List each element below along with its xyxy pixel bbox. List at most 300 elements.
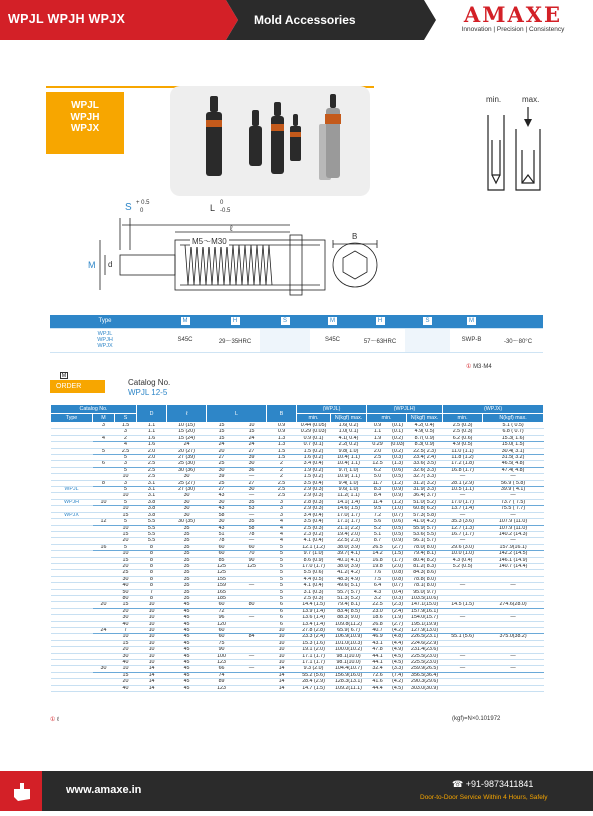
table-cell: 6.8 ( 0.7) (483, 429, 544, 435)
table-cell: 14 (267, 666, 297, 672)
table-cell: (1.7) (389, 557, 407, 563)
table-cell: 14.4 (1.5) (297, 602, 331, 608)
table-cell: 10 (115, 493, 137, 499)
table-cell: 5 (267, 551, 297, 557)
table-cell: 15 (115, 512, 137, 518)
table-cell: — (483, 653, 544, 659)
spec-type-wpjx: WPJX (97, 343, 113, 349)
table-cell: 125 (207, 570, 237, 576)
table-cell: 79.4( 8.1) (331, 602, 367, 608)
table-cell: 15 (24) (167, 435, 207, 441)
table-cell: (0.8) (389, 576, 407, 582)
spec-material-1: S45C (160, 328, 210, 352)
table-cell: 9.7( 1.0) (331, 467, 367, 473)
table-cell: 25 (30) (167, 461, 207, 467)
table-cell: 5 (115, 519, 137, 525)
table-cell: 30 (93, 666, 115, 672)
service-note: Door-to-Door Service Within 4 Hours, Safely (420, 794, 548, 801)
table-cell: 11.4 (367, 499, 389, 505)
table-cell: 41.0( 4.2) (407, 519, 443, 525)
table-cell: 98.1(10.0) (331, 653, 367, 659)
table-cell: 6 (93, 461, 115, 467)
table-cell: 259.9(26.5) (407, 666, 443, 672)
material-spec-table (50, 315, 543, 353)
table-cell: 30 (237, 487, 267, 493)
table-cell: 17.0 (1.7) (297, 563, 331, 569)
table-cell: 24 (237, 435, 267, 441)
table-cell: 12.1 (1.2) (297, 544, 331, 550)
table-cell: — (483, 512, 544, 518)
table-cell: 9.3 (2.0) (297, 666, 331, 672)
spec-hardness-2: 57～63HRC (355, 328, 405, 352)
table-cell: 35 (167, 557, 207, 563)
table-cell: 6.2 (0.6) (443, 435, 483, 441)
table-cell: 40 (115, 621, 137, 627)
plunger-drawing (60, 200, 390, 305)
table-cell: (7.4) (389, 672, 407, 678)
table-cell: 51.3( 5.2) (331, 595, 367, 601)
table-cell: — (483, 666, 544, 672)
b-dimension: B (352, 232, 358, 241)
hand-pointer-icon (0, 771, 42, 811)
table-cell: 109.2(11.1) (331, 685, 367, 691)
table-cell: 72 (207, 608, 237, 614)
table-cell: (0.3) (389, 455, 407, 461)
table-cell: 5.6 (367, 519, 389, 525)
table-cell: 53.6( 5.5) (407, 531, 443, 537)
table-cell: 11.2( 1.1) (331, 493, 367, 499)
table-cell: 84 (237, 634, 267, 640)
table-cell: 4.1( 0.4) (331, 435, 367, 441)
table-cell: 51.0( 5.2) (407, 499, 443, 505)
table-cell: 30.4( 3.1) (483, 448, 544, 454)
table-cell: 157.9(16.1) (483, 544, 544, 550)
table-cell: 17.0 (1.7) (443, 499, 483, 505)
table-cell: 45 (167, 608, 207, 614)
table-cell: — (237, 583, 267, 589)
table-cell: 10.4( 1.1) (331, 455, 367, 461)
spec-s-icon: S (281, 317, 290, 325)
table-cell: 39 (207, 474, 237, 480)
table-cell: 89 (207, 679, 237, 685)
website-link[interactable]: www.amaxe.in (66, 784, 142, 796)
table-cell: — (237, 538, 267, 544)
table-cell: 10 (93, 499, 115, 505)
table-cell: 375.0(38.2) (483, 634, 544, 640)
table-cell: 2.9 (0.3) (297, 493, 331, 499)
table-cell: 5 (115, 467, 137, 473)
table-cell: 2.5 (367, 455, 389, 461)
table-cell: 35 (167, 589, 207, 595)
brand-logo[interactable] (438, 2, 588, 33)
table-cell: 5.5 (137, 519, 167, 525)
table-cell: 2.5 (267, 480, 297, 486)
dimension-table (50, 404, 544, 692)
table-cell: 60.8( 6.2) (407, 506, 443, 512)
footnote-ell: ℓ (57, 717, 60, 723)
table-cell: 1.5 (267, 448, 297, 454)
footnote-mark: ① (50, 717, 56, 723)
table-cell: 165 (207, 589, 237, 595)
table-cell: 8.4 (367, 493, 389, 499)
table-cell: 6 (267, 615, 297, 621)
table-cell: 146.1 (14.9) (483, 557, 544, 563)
table-cell: 3 (93, 423, 115, 429)
s-dimension: S (125, 202, 132, 213)
table-cell: 3.1 (137, 493, 167, 499)
table-cell: 35 (167, 595, 207, 601)
table-cell: 3.2 (367, 595, 389, 601)
table-cell: 45 (167, 628, 207, 634)
spec-m-icon: M (182, 318, 188, 325)
table-cell: 8 (93, 480, 115, 486)
table-cell: 154.0(15.7) (407, 615, 443, 621)
type-cell: WPJX (51, 512, 93, 518)
table-cell: 30 (36) (167, 467, 207, 473)
table-cell: 8.3 (367, 487, 389, 493)
table-cell: 3 (267, 499, 297, 505)
table-cell: 4.9( 0.5) (407, 429, 443, 435)
table-cell: 36 (237, 467, 267, 473)
table-cell: 31.2( 3.2) (407, 480, 443, 486)
table-cell: 3 (115, 480, 137, 486)
table-cell: 35 (237, 519, 267, 525)
s-tolerance-zero: 0 (140, 208, 144, 214)
table-cell: — (237, 512, 267, 518)
table-cell: 10 (115, 551, 137, 557)
table-cell: 10 (267, 647, 297, 653)
table-cell: 10 (137, 660, 167, 666)
brand-name: AMAXE (463, 2, 563, 27)
table-cell: (0.8) (389, 570, 407, 576)
table-cell: 8 (137, 576, 167, 582)
table-cell: 3.1 (137, 487, 167, 493)
phone-text: +91-9873411841 (465, 779, 534, 789)
spec-h-icon: H (231, 317, 240, 325)
table-cell: 35 (237, 499, 267, 505)
wpjx-max-header: N(kgf) max. (483, 414, 544, 423)
table-cell: 5.5 (0.6) (297, 570, 331, 576)
table-cell: 140.2 (14.3) (483, 531, 544, 537)
ell-dimension: ℓ (230, 224, 233, 233)
table-cell: 3.1 (0.3) (297, 589, 331, 595)
table-cell: 66 (207, 666, 237, 672)
table-cell: 44.1 (367, 660, 389, 666)
table-cell: 157.9(16.1) (407, 608, 443, 614)
table-cell: 30 (237, 461, 267, 467)
table-cell: — (443, 666, 483, 672)
table-cell: 1.6( 0.2) (331, 423, 367, 429)
table-cell: 10.5 (1.1) (443, 487, 483, 493)
spec-m3-icon: M (469, 318, 474, 325)
table-cell: 10 (137, 634, 167, 640)
table-cell: 3 (267, 512, 297, 518)
table-cell: 27 (30) (167, 487, 207, 493)
wpjx-header: (WPJX) (443, 405, 544, 414)
m-dimension: M (88, 260, 96, 270)
table-cell: (4.8) (389, 634, 407, 640)
table-cell: 25 (207, 461, 237, 467)
d-dimension: d (108, 260, 113, 269)
table-cell: 6 (267, 602, 297, 608)
type-tab (46, 92, 124, 154)
table-cell: 14.1( 1.4) (331, 499, 367, 505)
table-cell: 5.2 (367, 525, 389, 531)
table-cell: 0.9 (0.1) (297, 435, 331, 441)
table-cell: 40 (115, 685, 137, 691)
table-cell: 33.6( 3.5) (407, 461, 443, 467)
table-cell: 2 (267, 467, 297, 473)
table-cell: 16.8 (367, 557, 389, 563)
table-cell: 65.9( 6.7) (331, 628, 367, 634)
table-cell: 55.2 (5.6) (297, 672, 331, 678)
table-cell: 15 (115, 602, 137, 608)
spec-m2-icon: M (330, 318, 335, 325)
table-cell: 4 (267, 519, 297, 525)
table-cell: 75 (207, 640, 237, 646)
table-cell: (0.2) (389, 435, 407, 441)
table-cell: 45 (167, 653, 207, 659)
table-cell: — (237, 474, 267, 480)
table-cell: 46.5( 4.8) (483, 461, 544, 467)
max-label: max. (522, 95, 540, 104)
table-cell: 3 (267, 506, 297, 512)
category-title: Mold Accessories (254, 13, 356, 27)
table-cell: (0.5) (389, 531, 407, 537)
phone-number[interactable] (452, 779, 533, 790)
table-cell: (0.7) (389, 512, 407, 518)
table-cell: 9.4( 1.0) (331, 480, 367, 486)
table-cell: 5 (267, 595, 297, 601)
table-cell: 10 (115, 506, 137, 512)
table-cell: 30 (207, 467, 237, 473)
table-cell: 60 (207, 628, 237, 634)
product-photo (170, 86, 370, 196)
table-cell: (1.0) (389, 506, 407, 512)
table-cell: 58 (237, 525, 267, 531)
table-cell: (1.5) (389, 551, 407, 557)
table-cell: 48.3( 4.9) (331, 576, 367, 582)
table-cell: 1.9 (0.2) (297, 467, 331, 473)
table-cell: 0.9 (267, 429, 297, 435)
table-cell: 53 (237, 506, 267, 512)
table-cell: — (483, 615, 544, 621)
table-cell: 3 (115, 429, 137, 435)
table-cell: 27.8 (2.8) (297, 628, 331, 634)
table-cell: 35 (167, 538, 207, 544)
table-cell: 27 (207, 455, 237, 461)
table-cell: — (443, 512, 483, 518)
table-cell: 25 (207, 480, 237, 486)
table-cell: 10 (115, 474, 137, 480)
table-cell: 20 (207, 448, 237, 454)
type-header: Type (51, 414, 93, 423)
table-cell: 19.1 (2.0) (297, 647, 331, 653)
table-cell: 16.7 (1.7) (443, 531, 483, 537)
order-mark: M (61, 373, 67, 379)
table-cell: 4.3 (367, 589, 389, 595)
table-cell: 17.1 (1.7) (297, 660, 331, 666)
table-cell: 185 (207, 595, 237, 601)
table-cell: 3.8 (137, 512, 167, 518)
table-cell: 22.5 (367, 602, 389, 608)
table-cell: 100.0(10.2) (331, 647, 367, 653)
table-cell: 5 (115, 544, 137, 550)
table-cell: 38.0( 3.9) (331, 563, 367, 569)
table-cell: 19.8 (367, 563, 389, 569)
table-cell: 2.3 (0.2) (297, 531, 331, 537)
table-cell: 10 (137, 608, 167, 614)
table-cell: 8 (137, 583, 167, 589)
table-cell: 8 (137, 570, 167, 576)
table-cell: 4 (93, 435, 115, 441)
s-tolerance-plus: + 0.5 (136, 200, 150, 206)
table-cell: 27 (237, 448, 267, 454)
table-cell: 10 (137, 647, 167, 653)
table-cell: 5 (267, 563, 297, 569)
table-cell: 17.1( 1.7) (331, 519, 367, 525)
wpjl-min-header: min. (297, 414, 331, 423)
table-cell: 30 (167, 493, 207, 499)
table-cell: 28.4 (2.9) (297, 679, 331, 685)
table-cell: 2.5 (267, 493, 297, 499)
table-cell: 2.5 (137, 467, 167, 473)
table-cell: 2.5 (115, 448, 137, 454)
table-cell: (2.4) (389, 608, 407, 614)
table-cell: 10.9( 1.1) (331, 474, 367, 480)
table-cell: 0.9 (367, 423, 389, 429)
table-cell: 26.8 (367, 621, 389, 627)
table-cell: 17.0( 1.7) (331, 512, 367, 518)
table-cell: 38.0( 3.9) (331, 544, 367, 550)
table-cell: 2 (267, 474, 297, 480)
table-cell: 90 (207, 647, 237, 653)
table-cell: 123 (207, 660, 237, 666)
table-cell: 30 (167, 512, 207, 518)
table-cell: (1.9) (389, 615, 407, 621)
table-cell: 15 (237, 429, 267, 435)
table-cell: 35 (167, 551, 207, 557)
table-cell: 29.6 (3.0) (443, 544, 483, 550)
table-cell: 5.5 (137, 538, 167, 544)
table-cell: (4.5) (389, 660, 407, 666)
table-cell: 24 (93, 628, 115, 634)
table-cell: 1.1 (367, 429, 389, 435)
table-cell: 14 (137, 672, 167, 678)
table-cell: 2.5 (267, 487, 297, 493)
table-cell: (2.7) (389, 621, 407, 627)
table-cell: 40.1( 4.1) (331, 557, 367, 563)
table-cell: 95.0( 9.7) (407, 589, 443, 595)
table-cell: 7.6 (367, 570, 389, 576)
table-cell: 10 (137, 602, 167, 608)
table-cell: 56.1( 5.7) (407, 538, 443, 544)
table-cell: 14 (267, 679, 297, 685)
table-cell: 26.5 (367, 544, 389, 550)
table-cell: 1.6 (0.2) (297, 455, 331, 461)
table-cell: 10 (137, 640, 167, 646)
table-cell: 24 (167, 442, 207, 448)
table-cell: 20 (93, 602, 115, 608)
table-cell: 43.1 (367, 640, 389, 646)
table-cell: 30 (115, 653, 137, 659)
table-cell: 45 (167, 660, 207, 666)
table-cell: 3.4 (0.4) (297, 461, 331, 467)
table-cell: — (483, 493, 544, 499)
table-cell: (0.1) (389, 423, 407, 429)
l-dimension: L (210, 203, 216, 213)
table-cell: 16.8 (1.7) (443, 467, 483, 473)
table-cell: 10 (115, 525, 137, 531)
spec-material-2: S45C (310, 328, 355, 352)
table-cell: 24 (207, 442, 237, 448)
spec-spring-material: SWP-B (450, 328, 493, 352)
table-cell: (0.2) (389, 448, 407, 454)
d-header: D (137, 405, 167, 423)
table-cell: 156.9(16.0) (331, 672, 367, 678)
spec-type-cell (50, 328, 160, 352)
table-cell: 15.0( 1.5) (483, 442, 544, 448)
table-cell: 15 (115, 640, 137, 646)
table-cell: 10.0 (1.0) (443, 551, 483, 557)
table-cell: — (237, 493, 267, 499)
table-cell: 10 (137, 628, 167, 634)
table-cell: 78.8( 8.0) (407, 576, 443, 582)
table-cell: 20 (115, 647, 137, 653)
table-cell: 10 (137, 615, 167, 621)
table-cell: 14.6( 1.5) (331, 506, 367, 512)
table-cell: 27 (237, 480, 267, 486)
table-cell: 13.9 (1.4) (297, 608, 331, 614)
table-cell: 7.2 (367, 512, 389, 518)
table-cell: (4.5) (389, 685, 407, 691)
table-cell: 15 (207, 435, 237, 441)
spec-h2-icon: H (376, 317, 385, 325)
table-cell: 1.5 (0.2) (297, 474, 331, 480)
spec-s2-icon: S (423, 317, 432, 325)
plunger-photo-illustration (170, 86, 370, 196)
table-cell: 6 (267, 621, 297, 627)
table-cell: — (443, 615, 483, 621)
unit-conversion: (kgf)=N×0.101972 (452, 716, 501, 722)
table-cell: 80 (115, 595, 137, 601)
table-cell: 60 (207, 551, 237, 557)
table-cell: 8.7( 0.9) (407, 435, 443, 441)
table-cell: 30 (115, 615, 137, 621)
table-cell: — (237, 615, 267, 621)
table-cell: 1.0( 0.1) (331, 429, 367, 435)
brand-tagline: Innovation | Precision | Consistency (461, 26, 565, 33)
table-cell: (4.9) (389, 647, 407, 653)
table-cell: 8 (137, 551, 167, 557)
table-cell: 25 (27) (167, 480, 207, 486)
table-cell: 43 (207, 493, 237, 499)
table-cell: — (443, 653, 483, 659)
table-cell: 22.5( 2.3) (331, 538, 367, 544)
table-cell: 23.3 (2.4) (297, 634, 331, 640)
table-cell: 224.6(22.9) (407, 640, 443, 646)
table-cell: 14.5 (1.5) (443, 602, 483, 608)
table-cell: (0.4) (389, 589, 407, 595)
table-cell: 10 (115, 666, 137, 672)
table-cell: 1.3 (267, 435, 297, 441)
table-cell: 1.6 (137, 435, 167, 441)
table-cell: 14 (267, 672, 297, 678)
table-cell: 35.3 (3.6) (443, 519, 483, 525)
table-cell: 14 (137, 679, 167, 685)
footnote-left (50, 716, 59, 723)
table-cell: 30 (207, 519, 237, 525)
